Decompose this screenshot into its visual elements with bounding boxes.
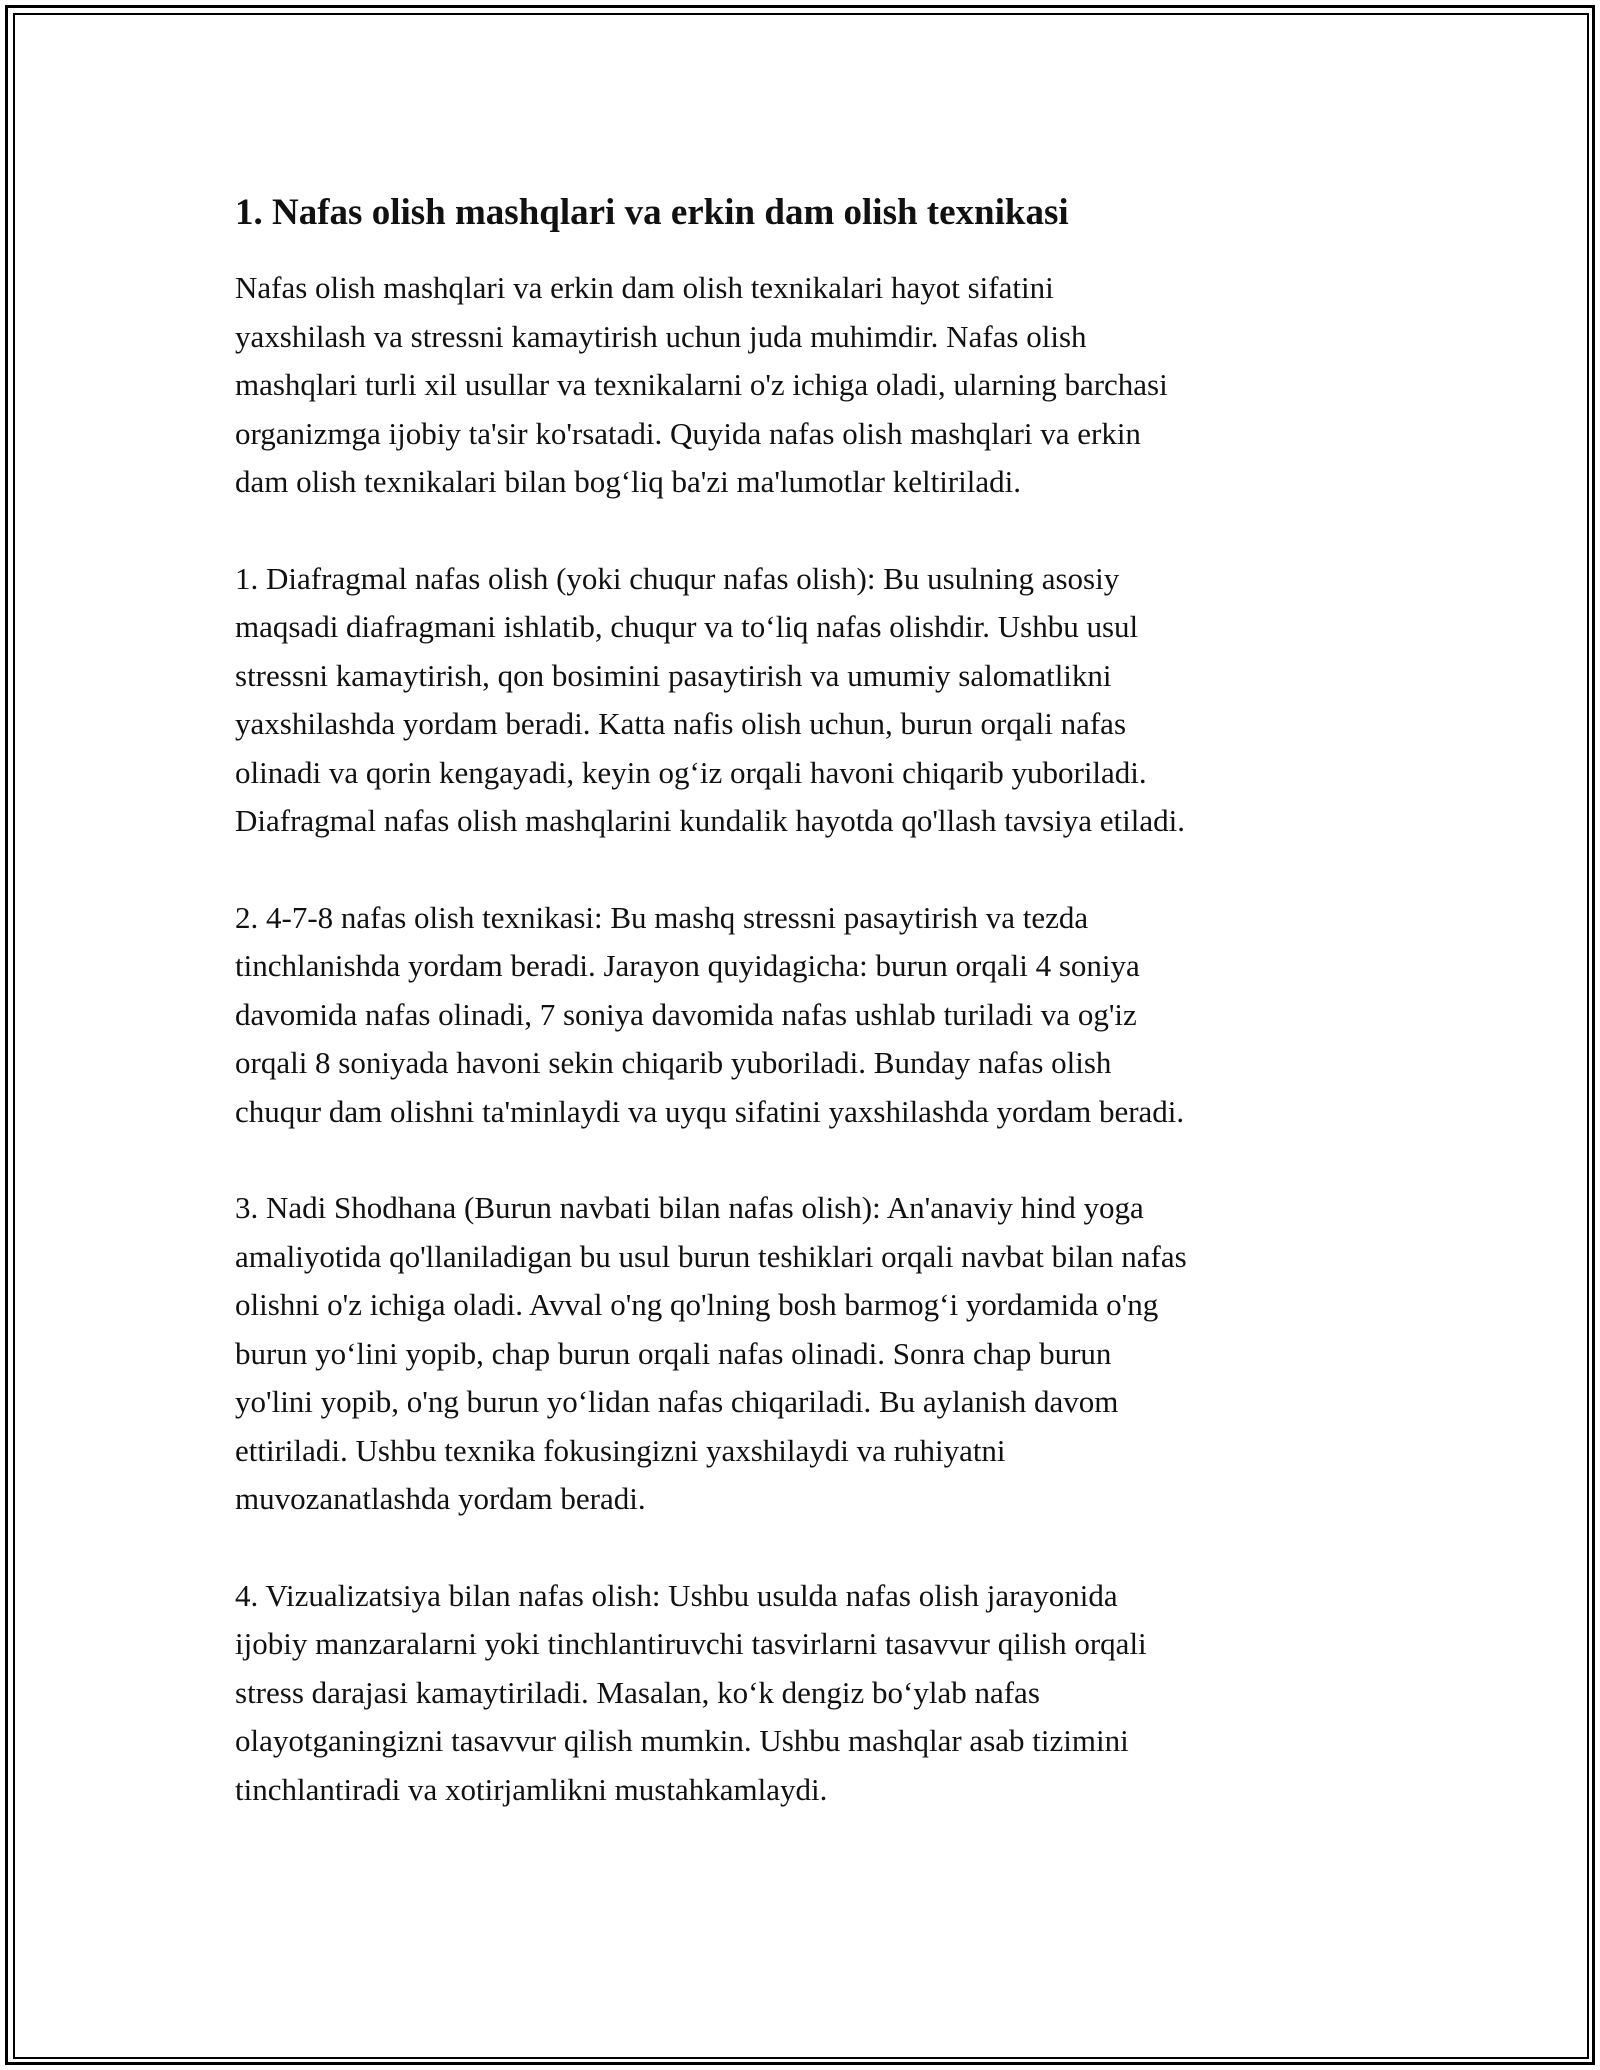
text-line: chuqur dam olishni ta'minlaydi va uyqu sifatini yaxshilashda yordam beradi. xyxy=(235,1093,1185,1129)
item-478-technique xyxy=(235,894,1385,1137)
text-line: 4. Vizualizatsiya bilan nafas olish: Ushbu usulda nafas olish jarayonida xyxy=(235,1577,1118,1613)
text-line: davomida nafas olinadi, 7 soniya davomida nafas ushlab turiladi va og'iz xyxy=(235,996,1137,1032)
text-line: 3. Nadi Shodhana (Burun navbati bilan nafas olish): An'anaviy hind yoga xyxy=(235,1190,1144,1225)
text-line: amaliyotida qo'llaniladigan bu usul burun teshiklari orqali navbat bilan nafas xyxy=(235,1238,1187,1274)
text-line: yaxshilashda yordam beradi. Katta nafis olish uchun, burun orqali nafas xyxy=(235,706,1127,741)
text-line: ijobiy manzaralarni yoki tinchlantiruvchi tasvirlarni tasavvur qilish orqali xyxy=(235,1626,1147,1661)
text-line: stressni kamaytirish, qon bosimini pasaytirish va umumiy salomatlikni xyxy=(235,657,1112,693)
text-line: olinadi va qorin kengayadi, keyin og‘iz orqali havoni chiqarib yuboriladi. xyxy=(235,754,1147,790)
text-line: Nafas olish mashqlari va erkin dam olish texnikalari hayot sifatini xyxy=(235,270,1054,305)
document-body xyxy=(235,186,1385,1862)
text-line: yo'lini yopib, o'ng burun yo‘lidan nafas chiqariladi. Bu aylanish davom xyxy=(235,1384,1119,1419)
text-line: 1. Diafragmal nafas olish (yoki chuqur nafas olish): Bu usulning asosiy xyxy=(235,560,1120,596)
item-nadi-shodhana xyxy=(235,1184,1385,1524)
intro-paragraph xyxy=(235,264,1385,507)
text-line: burun yo‘lini yopib, chap burun orqali nafas olinadi. Sonra chap burun xyxy=(235,1335,1112,1371)
item-visualization-breathing xyxy=(235,1572,1385,1815)
text-line: tinchlanishda yordam beradi. Jarayon quyidagicha: burun orqali 4 soniya xyxy=(235,948,1140,983)
text-line: muvozanatlashda yordam beradi. xyxy=(235,1481,646,1516)
text-line: olishni o'z ichiga oladi. Avval o'ng qo'lning bosh barmog‘i yordamida o'ng xyxy=(235,1287,1159,1322)
text-line: mashqlari turli xil usullar va texnikalarni o'z ichiga oladi, ularning barchasi xyxy=(235,367,1168,402)
section-heading: 1. Nafas olish mashqlari va erkin dam olish texnikasi xyxy=(235,192,1069,233)
text-line: orqali 8 soniyada havoni sekin chiqarib yuboriladi. Bunday nafas olish xyxy=(235,1045,1112,1080)
item-diaphragmatic-breathing xyxy=(235,555,1385,846)
text-line: Diafragmal nafas olish mashqlarini kundalik hayotda qo'llash tavsiya etiladi. xyxy=(235,803,1185,838)
text-line: organizmga ijobiy ta'sir ko'rsatadi. Quyida nafas olish mashqlari va erkin xyxy=(235,415,1141,451)
text-line: 2. 4-7-8 nafas olish texnikasi: Bu mashq stressni pasaytirish va tezda xyxy=(235,899,1089,935)
text-line: ettiriladi. Ushbu texnika fokusingizni yaxshilaydi va ruhiyatni xyxy=(235,1432,1006,1468)
text-line: stress darajasi kamaytiriladi. Masalan, ko‘k dengiz bo‘ylab nafas xyxy=(235,1674,1040,1710)
text-line: tinchlantiradi va xotirjamlikni mustahkamlaydi. xyxy=(235,1771,828,1807)
text-line: dam olish texnikalari bilan bog‘liq ba'zi ma'lumotlar keltiriladi. xyxy=(235,464,1021,499)
text-line: olayotganingizni tasavvur qilish mumkin. Ushbu mashqlar asab tizimini xyxy=(235,1723,1129,1758)
text-line: maqsadi diafragmani ishlatib, chuqur va to‘liq nafas olishdir. Ushbu usul xyxy=(235,609,1139,644)
text-line: yaxshilash va stressni kamaytirish uchun juda muhimdir. Nafas olish xyxy=(235,318,1087,354)
